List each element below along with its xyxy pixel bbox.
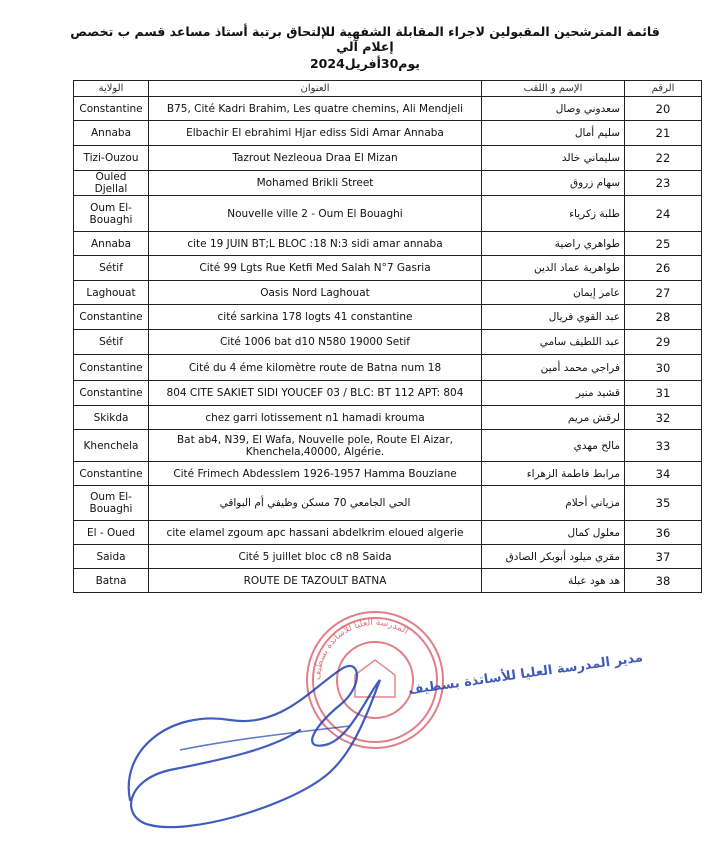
table-row bbox=[74, 196, 702, 232]
page-date: يوم30أفريل2024 bbox=[309, 56, 420, 71]
cell-number: 30 bbox=[625, 355, 702, 381]
cell-wilaya: Skikda bbox=[74, 406, 149, 430]
page-title: قائمة المترشحين المقبولين لاجراء المقابلة الشفهية للإلتحاق برتبة أستاذ مساعد قسم ب تخصص إعلام آلي bbox=[70, 24, 660, 54]
table-row bbox=[74, 521, 702, 545]
cell-address: الحي الجامعي 70 مسكن وظيفي أم البواقي bbox=[149, 486, 482, 521]
cell-number: 32 bbox=[625, 406, 702, 430]
candidates-table bbox=[73, 80, 702, 593]
table-row bbox=[74, 121, 702, 146]
cell-number: 24 bbox=[625, 196, 702, 232]
cell-number: 34 bbox=[625, 462, 702, 486]
table-row bbox=[74, 355, 702, 381]
cell-wilaya: Ouled Djellal bbox=[74, 171, 149, 196]
cell-wilaya: Annaba bbox=[74, 232, 149, 256]
table-row bbox=[74, 256, 702, 281]
cell-wilaya: Oum El-Bouaghi bbox=[74, 486, 149, 521]
signature bbox=[110, 630, 644, 840]
table-row bbox=[74, 330, 702, 355]
table-row bbox=[74, 305, 702, 330]
cell-number: 31 bbox=[625, 381, 702, 406]
cell-wilaya: Khenchela bbox=[74, 430, 149, 462]
cell-number: 26 bbox=[625, 256, 702, 281]
table-row bbox=[74, 430, 702, 462]
cell-name: عبد اللطيف سامي bbox=[482, 330, 625, 355]
cell-address: Elbachir El ebrahimi Hjar ediss Sidi Amar Annaba bbox=[149, 121, 482, 146]
cell-name: سعدوني وصال bbox=[482, 97, 625, 121]
cell-address: cite elamel zgoum apc hassani abdelkrim eloued algerie bbox=[149, 521, 482, 545]
cell-name: مرابط فاطمة الزهراء bbox=[482, 462, 625, 486]
cell-name: سليماني خالد bbox=[482, 146, 625, 171]
cell-wilaya: El - Oued bbox=[74, 521, 149, 545]
cell-name: طواهري راضية bbox=[482, 232, 625, 256]
cell-address: cité sarkina 178 logts 41 constantine bbox=[149, 305, 482, 330]
cell-name: فراجي محمد أمين bbox=[482, 355, 625, 381]
cell-number: 36 bbox=[625, 521, 702, 545]
cell-number: 29 bbox=[625, 330, 702, 355]
table-row bbox=[74, 171, 702, 196]
cell-address: Nouvelle ville 2 - Oum El Bouaghi bbox=[149, 196, 482, 232]
cell-number: 37 bbox=[625, 545, 702, 569]
table-row bbox=[74, 97, 702, 121]
cell-name: سهام زروق bbox=[482, 171, 625, 196]
col-address: العنوان bbox=[149, 81, 482, 97]
cell-wilaya: Constantine bbox=[74, 97, 149, 121]
cell-name: مالح مهدي bbox=[482, 430, 625, 462]
cell-name: طلبة زكرياء bbox=[482, 196, 625, 232]
table-row bbox=[74, 462, 702, 486]
cell-wilaya: Sétif bbox=[74, 330, 149, 355]
cell-name: لرقش مريم bbox=[482, 406, 625, 430]
cell-number: 22 bbox=[625, 146, 702, 171]
cell-wilaya: Sétif bbox=[74, 256, 149, 281]
cell-address: Cité du 4 éme kilomètre route de Batna num 18 bbox=[149, 355, 482, 381]
cell-name: قشيد منير bbox=[482, 381, 625, 406]
cell-wilaya: Constantine bbox=[74, 305, 149, 330]
cell-address: cite 19 JUIN BT;L BLOC :18 N:3 sidi amar annaba bbox=[149, 232, 482, 256]
cell-wilaya: Tizi-Ouzou bbox=[74, 146, 149, 171]
cell-name: مزياني أحلام bbox=[482, 486, 625, 521]
col-wilaya: الولاية bbox=[74, 81, 149, 97]
cell-wilaya: Saida bbox=[74, 545, 149, 569]
signature-stroke-icon bbox=[129, 666, 380, 827]
col-name: الإسم و اللقب bbox=[482, 81, 625, 97]
cell-number: 21 bbox=[625, 121, 702, 146]
cell-number: 27 bbox=[625, 281, 702, 305]
stamp-text: المدرسة العليا للأساتذة بسطيف bbox=[312, 617, 410, 681]
cell-name: سليم أمال bbox=[482, 121, 625, 146]
cell-address: chez garri lotissement n1 hamadi krouma bbox=[149, 406, 482, 430]
cell-name: مقري ميلود أبوبكر الصادق bbox=[482, 545, 625, 569]
cell-address: Cité Frimech Abdesslem 1926-1957 Hamma Bouziane bbox=[149, 462, 482, 486]
cell-wilaya: Constantine bbox=[74, 462, 149, 486]
col-number: الرقم bbox=[625, 81, 702, 97]
cell-wilaya: Constantine bbox=[74, 355, 149, 381]
cell-number: 35 bbox=[625, 486, 702, 521]
cell-address: Cité 5 juillet bloc c8 n8 Saida bbox=[149, 545, 482, 569]
cell-address: Oasis Nord Laghouat bbox=[149, 281, 482, 305]
cell-wilaya: Oum El-Bouaghi bbox=[74, 196, 149, 232]
cell-name: عامر إيمان bbox=[482, 281, 625, 305]
table-row bbox=[74, 406, 702, 430]
cell-address: Mohamed Brikli Street bbox=[149, 171, 482, 196]
cell-number: 33 bbox=[625, 430, 702, 462]
cell-wilaya: Annaba bbox=[74, 121, 149, 146]
signature-title-text: مدير المدرسة العليا للأساتذة بسطيف bbox=[407, 650, 644, 699]
cell-address: Bat ab4, N39, El Wafa, Nouvelle pole, Route El Aizar, Khenchela,40000, Algérie. bbox=[149, 430, 482, 462]
cell-name: هد هود عبلة bbox=[482, 569, 625, 593]
cell-name: معلول كمال bbox=[482, 521, 625, 545]
cell-address: ROUTE DE TAZOULT BATNA bbox=[149, 569, 482, 593]
cell-number: 28 bbox=[625, 305, 702, 330]
table-row bbox=[74, 545, 702, 569]
cell-wilaya: Laghouat bbox=[74, 281, 149, 305]
table-row bbox=[74, 146, 702, 171]
cell-number: 25 bbox=[625, 232, 702, 256]
table-row bbox=[74, 381, 702, 406]
cell-wilaya: Batna bbox=[74, 569, 149, 593]
cell-wilaya: Constantine bbox=[74, 381, 149, 406]
cell-name: عبد القوي فريال bbox=[482, 305, 625, 330]
table-row bbox=[74, 281, 702, 305]
table-row bbox=[74, 486, 702, 521]
cell-address: Cité 1006 bat d10 N580 19000 Setif bbox=[149, 330, 482, 355]
cell-name: طواهرية عماد الدين bbox=[482, 256, 625, 281]
cell-number: 38 bbox=[625, 569, 702, 593]
cell-address: 804 CITE SAKIET SIDI YOUCEF 03 / BLC: BT 112 APT: 804 bbox=[149, 381, 482, 406]
table-row bbox=[74, 569, 702, 593]
table-row bbox=[74, 232, 702, 256]
cell-address: Tazrout Nezleoua Draa El Mizan bbox=[149, 146, 482, 171]
cell-address: Cité 99 Lgts Rue Ketfi Med Salah N°7 Gasria bbox=[149, 256, 482, 281]
cell-number: 20 bbox=[625, 97, 702, 121]
table-header-row bbox=[74, 81, 702, 97]
cell-number: 23 bbox=[625, 171, 702, 196]
cell-address: B75, Cité Kadri Brahim, Les quatre chemins, Ali Mendjeli bbox=[149, 97, 482, 121]
